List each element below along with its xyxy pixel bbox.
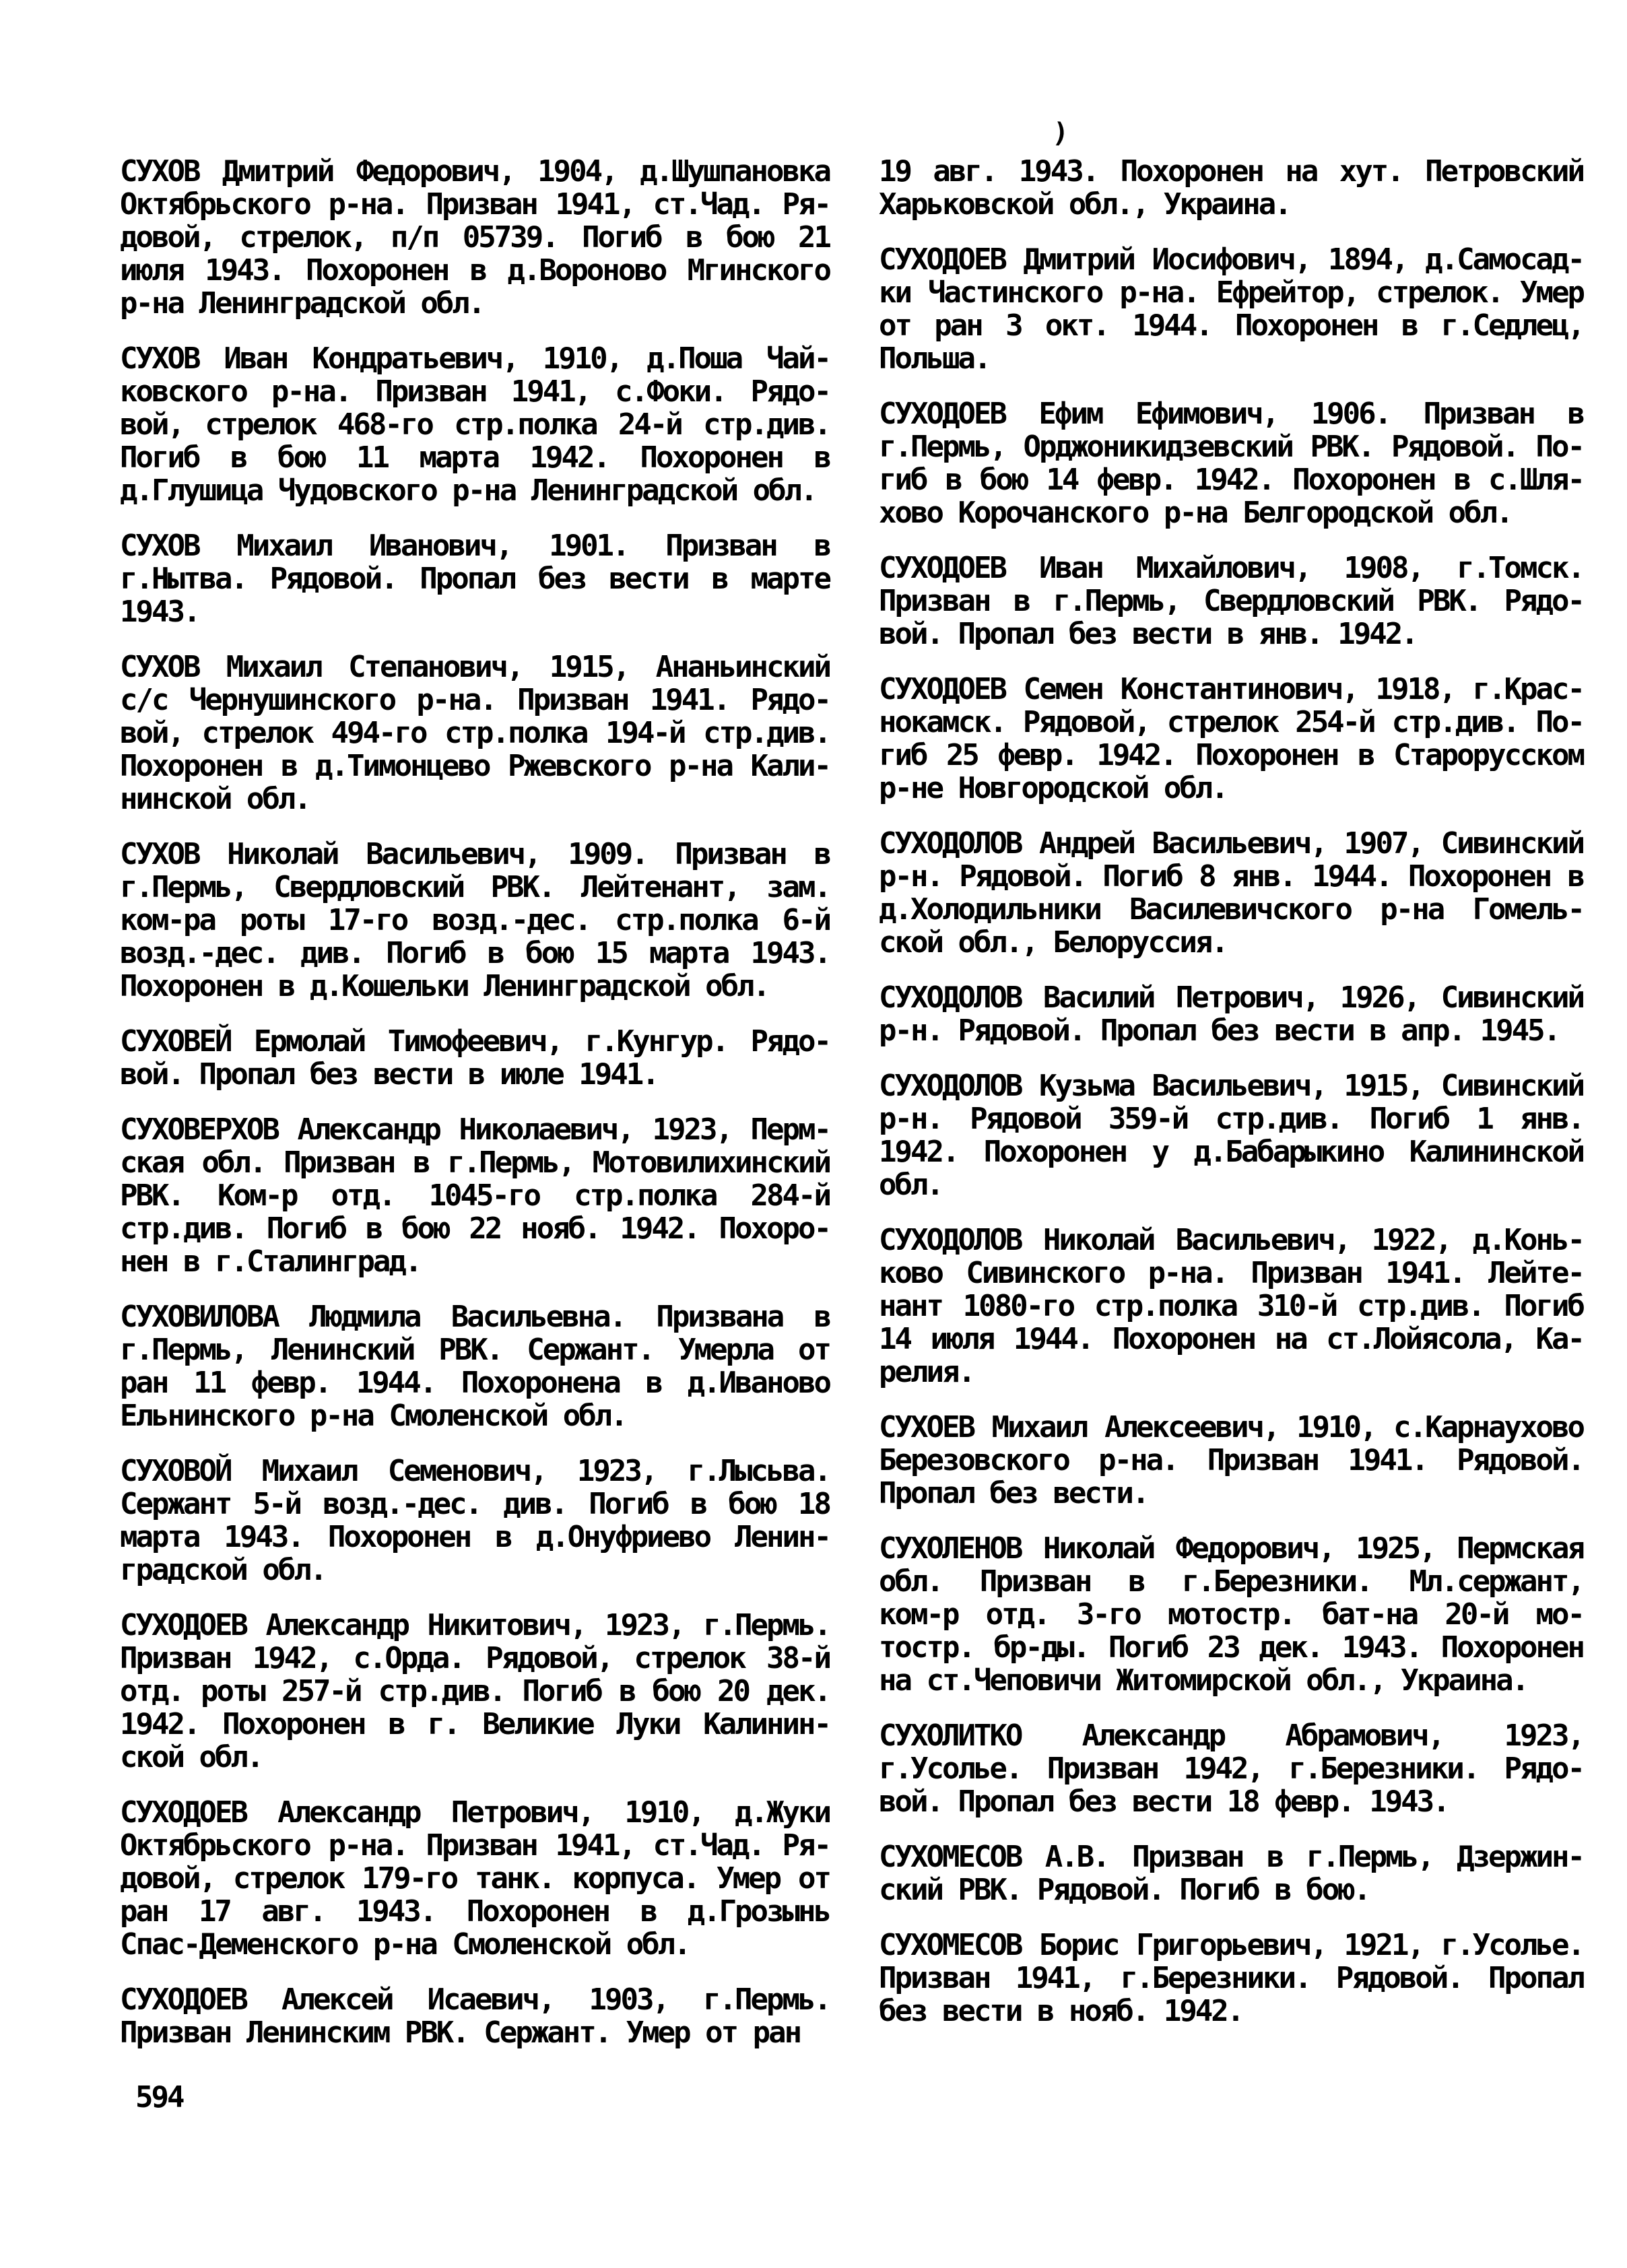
entry-line: г.Пермь, Свердловский РВК. Лейтенант, зам. xyxy=(120,870,830,904)
memorial-entry xyxy=(120,1983,830,2049)
entry-line: Харьковской обл., Украина. xyxy=(879,187,1290,222)
entry-line: нинской обл. xyxy=(120,782,310,816)
entry-line: р-н. Рядовой. Пропал без вести в апр. 1945. xyxy=(879,1013,1560,1048)
memorial-entry xyxy=(879,1411,1583,1510)
memorial-entry xyxy=(120,155,830,320)
entry-line: р-н. Рядовой 359-й стр.див. Погиб 1 янв. xyxy=(879,1102,1583,1136)
entry-line: хово Корочанского р-на Белгородской обл. xyxy=(879,496,1512,530)
left-text-column xyxy=(120,155,830,2071)
memorial-entry xyxy=(879,981,1583,1047)
memorial-entry xyxy=(879,243,1583,375)
entry-line: СУХОДОЕВ Александр Никитович, 1923, г.Пермь. xyxy=(120,1608,830,1642)
entry-line: СУХОДОЕВ Ефим Ефимович, 1906. Призван в xyxy=(879,397,1583,431)
memorial-entry xyxy=(879,1069,1583,1201)
memorial-entry xyxy=(879,1840,1583,1906)
entry-line: тостр. бр-ды. Погиб 23 дек. 1943. Похоронен xyxy=(879,1630,1583,1665)
memorial-entry xyxy=(120,838,830,1003)
entry-line: довой, стрелок 179-го танк. корпуса. Умер от xyxy=(120,1861,830,1896)
entry-line: СУХОДОЕВ Александр Петрович, 1910, д.Жуки xyxy=(120,1795,830,1830)
entry-line: ковского р-на. Призван 1941, с.Фоки. Рядо- xyxy=(120,374,830,409)
memorial-entry xyxy=(120,529,830,628)
entry-line: СУХОДОЛОВ Андрей Васильевич, 1907, Сивинский xyxy=(879,826,1583,861)
entry-line: г.Нытва. Рядовой. Пропал без вести в марте xyxy=(120,562,830,596)
entry-line: вой. Пропал без вести 18 февр. 1943. xyxy=(879,1785,1449,1819)
entry-line: вой, стрелок 494-го стр.полка 194-й стр.див. xyxy=(120,716,830,750)
entry-line: с/с Чернушинского р-на. Призван 1941. Рядо- xyxy=(120,683,830,717)
entry-line: Октябрьского р-на. Призван 1941, ст.Чад. Ря- xyxy=(120,1828,830,1863)
memorial-entry xyxy=(120,651,830,815)
entry-line: СУХОВОЙ Михаил Семенович, 1923, г.Лысьва. xyxy=(120,1454,830,1488)
entry-line: гиб 25 февр. 1942. Похоронен в Старорусском xyxy=(879,738,1583,772)
entry-line: возд.-дес. див. Погиб в бою 15 марта 1943. xyxy=(120,936,830,970)
entry-line: Призван 1942, с.Орда. Рядовой, стрелок 38-й xyxy=(120,1641,830,1675)
entry-line: без вести в нояб. 1942. xyxy=(879,1994,1243,2028)
memorial-entry xyxy=(120,342,830,507)
entry-line: релия. xyxy=(879,1355,974,1389)
entry-line: Октябрьского р-на. Призван 1941, ст.Чад. Ря- xyxy=(120,187,830,222)
entry-line: г.Пермь, Орджоникидзевский РВК. Рядовой. По- xyxy=(879,430,1583,464)
entry-line: СУХОЛИТКО Александр Абрамович, 1923, xyxy=(879,1719,1583,1753)
page-number: 594 xyxy=(135,2080,183,2114)
entry-line: д.Глушица Чудовского р-на Ленинградской обл. xyxy=(120,473,816,508)
memorial-entry xyxy=(879,1719,1583,1818)
entry-line: СУХОДОЕВ Иван Михайлович, 1908, г.Томск. xyxy=(879,551,1583,585)
memorial-entry xyxy=(120,1113,830,1278)
entry-line: 1943. xyxy=(120,595,199,629)
entry-line: СУХОЛЕНОВ Николай Федорович, 1925, Пермская xyxy=(879,1531,1583,1566)
entry-line: стр.див. Погиб в бою 22 нояб. 1942. Похоро- xyxy=(120,1211,830,1246)
memorial-entry xyxy=(879,155,1583,221)
entry-line: СУХОДОЛОВ Николай Васильевич, 1922, д.Конь- xyxy=(879,1223,1583,1257)
entry-line: ки Частинского р-на. Ефрейтор, стрелок. Умер xyxy=(879,275,1583,310)
entry-line: СУХОДОЕВ Дмитрий Иосифович, 1894, д.Самосад- xyxy=(879,242,1583,277)
memorial-entry xyxy=(120,1025,830,1091)
entry-line: довой, стрелок, п/п 05739. Погиб в бою 21 xyxy=(120,220,830,255)
entry-line: Сержант 5-й возд.-дес. див. Погиб в бою 18 xyxy=(120,1487,830,1521)
entry-line: Призван 1941, г.Березники. Рядовой. Пропал xyxy=(879,1961,1583,1995)
entry-line: градской обл. xyxy=(120,1553,326,1587)
entry-line: Похоронен в д.Тимонцево Ржевского р-на Кали- xyxy=(120,749,830,783)
entry-line: СУХОВ Дмитрий Федорович, 1904, д.Шушпановка xyxy=(120,154,830,189)
entry-line: нен в г.Сталинград. xyxy=(120,1244,421,1279)
entry-line: ский РВК. Рядовой. Погиб в бою. xyxy=(879,1873,1370,1907)
entry-line: ской обл. xyxy=(120,1740,263,1774)
entry-line: СУХОДОЕВ Семен Константинович, 1918, г.Крас- xyxy=(879,672,1583,706)
entry-line: от ран 3 окт. 1944. Похоронен в г.Седлец, xyxy=(879,308,1583,343)
entry-line: Призван Ленинским РВК. Сержант. Умер от ран xyxy=(120,2015,801,2050)
entry-line: СУХОВ Николай Васильевич, 1909. Призван в xyxy=(120,837,830,871)
entry-line: обл. xyxy=(879,1168,942,1202)
entry-line: СУХОВИЛОВА Людмила Васильевна. Призвана в xyxy=(120,1300,830,1334)
entry-line: вой. Пропал без вести в янв. 1942. xyxy=(879,617,1417,651)
entry-line: Спас-Деменского р-на Смоленской обл. xyxy=(120,1927,690,1962)
entry-line: июля 1943. Похоронен в д.Вороново Мгинского xyxy=(120,253,830,288)
entry-line: Польша. xyxy=(879,341,990,376)
memorial-entry xyxy=(879,1224,1583,1389)
memorial-entry xyxy=(879,552,1583,651)
entry-line: СУХОВ Михаил Иванович, 1901. Призван в xyxy=(120,529,830,563)
entry-line: СУХОВ Михаил Степанович, 1915, Ананьинский xyxy=(120,650,830,684)
entry-line: обл. Призван в г.Березники. Мл.сержант, xyxy=(879,1564,1583,1599)
entry-line: г.Пермь, Ленинский РВК. Сержант. Умерла от xyxy=(120,1333,830,1367)
memorial-entry xyxy=(120,1300,830,1432)
entry-line: д.Холодильники Василевичского р-на Гомель- xyxy=(879,892,1583,927)
entry-line: СУХОЕВ Михаил Алексеевич, 1910, с.Карнаухово xyxy=(879,1410,1583,1444)
entry-line: СУХОДОЛОВ Василий Петрович, 1926, Сивинский xyxy=(879,980,1583,1015)
entry-line: ран 11 февр. 1944. Похоронена в д.Иваново xyxy=(120,1366,830,1400)
entry-line: ком-ра роты 17-го возд.-дес. стр.полка 6-й xyxy=(120,903,830,937)
entry-line: нант 1080-го стр.полка 310-й стр.див. Погиб xyxy=(879,1289,1583,1323)
entry-line: Похоронен в д.Кошельки Ленинградской обл. xyxy=(120,969,769,1003)
memorial-entry xyxy=(120,1796,830,1961)
entry-line: вой, стрелок 468-го стр.полка 24-й стр.див. xyxy=(120,407,830,442)
entry-line: Призван в г.Пермь, Свердловский РВК. Рядо- xyxy=(879,584,1583,618)
entry-line: р-на Ленинградской обл. xyxy=(120,286,484,321)
entry-line: ран 17 авг. 1943. Похоронен в д.Грозынь xyxy=(120,1894,830,1929)
memorial-entry xyxy=(879,1532,1583,1697)
entry-line: ком-р отд. 3-го мотостр. бат-на 20-й мо- xyxy=(879,1597,1583,1632)
memorial-entry xyxy=(879,827,1583,959)
memorial-entry xyxy=(879,397,1583,529)
entry-line: отд. роты 257-й стр.див. Погиб в бою 20 дек. xyxy=(120,1674,830,1708)
entry-line: СУХОМЕСОВ А.В. Призван в г.Пермь, Дзержин- xyxy=(879,1840,1583,1874)
entry-line: 14 июля 1944. Похоронен на ст.Лойясола, Ка- xyxy=(879,1322,1583,1356)
memorial-entry xyxy=(120,1455,830,1587)
right-text-column xyxy=(879,155,1583,2050)
entry-line: 1942. Похоронен в г. Великие Луки Калинин- xyxy=(120,1707,830,1741)
entry-line: СУХОВЕРХОВ Александр Николаевич, 1923, Перм- xyxy=(120,1112,830,1147)
entry-line: СУХОВЕЙ Ермолай Тимофеевич, г.Кунгур. Рядо- xyxy=(120,1024,830,1059)
entry-line: г.Усолье. Призван 1942, г.Березники. Рядо- xyxy=(879,1752,1583,1786)
entry-line: ской обл., Белоруссия. xyxy=(879,925,1227,960)
entry-line: СУХОДОЛОВ Кузьма Васильевич, 1915, Сивинский xyxy=(879,1069,1583,1103)
scan-artifact-mark: ) xyxy=(1051,117,1070,149)
entry-line: Ельнинского р-на Смоленской обл. xyxy=(120,1399,626,1433)
entry-line: 19 авг. 1943. Похоронен на хут. Петровский xyxy=(879,154,1583,189)
entry-line: нокамск. Рядовой, стрелок 254-й стр.див. По- xyxy=(879,705,1583,739)
entry-line: вой. Пропал без вести в июле 1941. xyxy=(120,1057,658,1092)
entry-line: ково Сивинского р-на. Призван 1941. Лейте- xyxy=(879,1256,1583,1290)
entry-line: СУХОМЕСОВ Борис Григорьевич, 1921, г.Усолье. xyxy=(879,1928,1583,1962)
entry-line: РВК. Ком-р отд. 1045-го стр.полка 284-й xyxy=(120,1178,830,1213)
entry-line: СУХОДОЕВ Алексей Исаевич, 1903, г.Пермь. xyxy=(120,1982,830,2017)
entry-line: 1942. Похоронен у д.Бабарыкино Калининской xyxy=(879,1135,1583,1169)
entry-line: СУХОВ Иван Кондратьевич, 1910, д.Поша Чай- xyxy=(120,341,830,376)
memorial-entry xyxy=(879,1929,1583,2028)
memorial-entry xyxy=(120,1609,830,1774)
entry-line: Пропал без вести. xyxy=(879,1476,1148,1510)
entry-line: марта 1943. Похоронен в д.Онуфриево Ленин- xyxy=(120,1520,830,1554)
entry-line: гиб в бою 14 февр. 1942. Похоронен в с.Шля- xyxy=(879,463,1583,497)
entry-line: на ст.Чеповичи Житомирской обл., Украина. xyxy=(879,1663,1528,1698)
entry-line: р-не Новгородской обл. xyxy=(879,771,1227,805)
memorial-entry xyxy=(879,673,1583,805)
entry-line: Погиб в бою 11 марта 1942. Похоронен в xyxy=(120,440,830,475)
entry-line: Березовского р-на. Призван 1941. Рядовой. xyxy=(879,1443,1583,1477)
entry-line: р-н. Рядовой. Погиб 8 янв. 1944. Похоронен в xyxy=(879,859,1583,894)
entry-line: ская обл. Призван в г.Пермь, Мотовилихинский xyxy=(120,1145,830,1180)
